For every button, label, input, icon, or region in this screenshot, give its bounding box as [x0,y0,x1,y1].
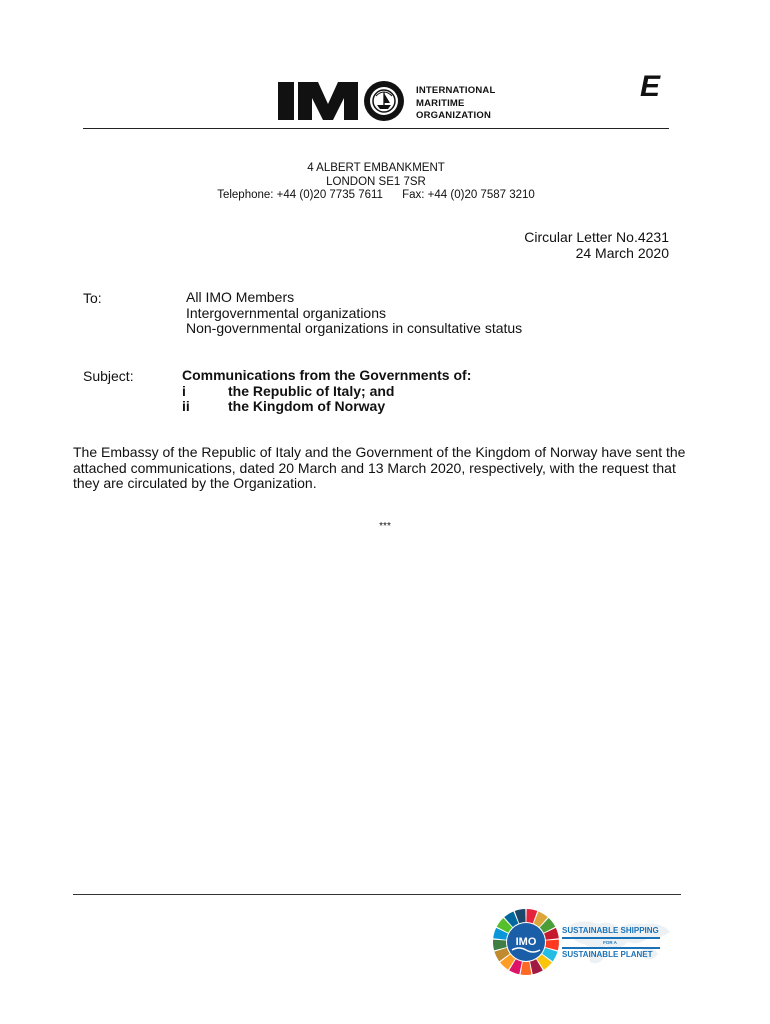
fax: Fax: +44 (0)20 7587 3210 [402,189,535,201]
subject-item-number: i [182,382,186,399]
subject-item-text: the Republic of Italy; and [228,382,395,399]
address-block [83,162,669,203]
sdg-segment [521,962,532,975]
slogan-top: SUSTAINABLE SHIPPING [562,926,659,935]
slogan-bottom: SUSTAINABLE PLANET [562,950,653,959]
language-code: E [640,70,661,103]
subject-item [182,384,471,400]
address-street: 4 ALBERT EMBANKMENT [307,162,445,174]
contact-line [83,189,669,203]
header-divider [83,128,669,129]
subject [182,368,471,415]
address-city: LONDON SE1 7SR [326,175,426,188]
subject-label: Subject: [83,368,134,384]
subject-item-number: ii [182,398,190,414]
org-name-line: ORGANIZATION [416,110,492,121]
sdg-wheel-logo [492,908,560,976]
org-name-line: MARITIME [416,97,465,109]
to-label: To: [83,290,102,306]
sustainability-slogan [562,926,660,960]
recipient: Intergovernmental organizations [186,304,387,321]
slogan-bar [562,947,660,949]
recipient: All IMO Members [186,289,295,305]
recipient: Non-governmental organizations in consultative status [186,320,523,336]
org-name-line: INTERNATIONAL [416,85,496,96]
telephone: Telephone: +44 (0)20 7735 7611 [217,189,383,201]
slogan-bar [562,937,660,939]
footer-logo-wordmark: IMO [515,936,537,948]
recipient-list [186,290,522,337]
footer-divider [73,894,681,895]
circular-date: 24 March 2020 [575,245,669,261]
circular-reference [524,229,669,261]
subject-item [182,399,471,415]
separator: *** [379,521,391,532]
subject-title: Communications from the Governments of: [182,367,472,383]
organization-name [416,85,495,123]
body-paragraph: The Embassy of the Republic of Italy and the Government of the Kingdom of Norway have sent the attached communications, dated 20 March and 13 March 2020, respectively, with the request that they are circulated by the Organization. [73,444,686,491]
slogan-mid: FOR A [603,940,617,945]
subject-item-text: the Kingdom of Norway [228,398,386,414]
circular-number: Circular Letter No.4231 [524,229,669,245]
